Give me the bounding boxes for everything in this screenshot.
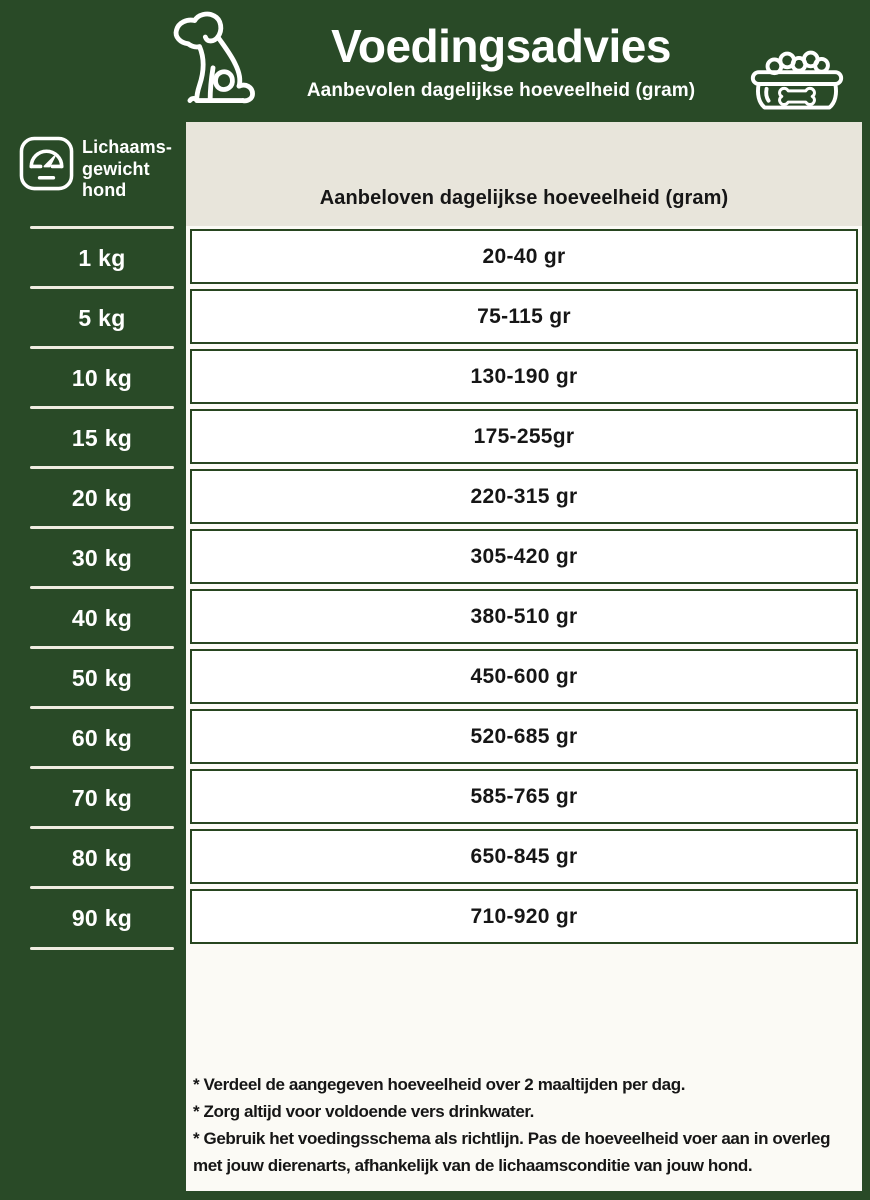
weight-label: 30 kg <box>71 544 133 571</box>
divider-line <box>30 886 174 889</box>
weight-scale-icon <box>19 136 74 191</box>
amount-cell: 20-40 gr <box>190 229 858 284</box>
weight-row <box>30 407 174 467</box>
weight-label: 1 kg <box>78 244 126 271</box>
amount-cell: 220-315 gr <box>190 469 858 524</box>
weight-row <box>30 887 174 947</box>
weight-row <box>30 587 174 647</box>
body-weight-heading <box>82 137 172 202</box>
amount-cell: 650-845 gr <box>190 829 858 884</box>
weight-label: 90 kg <box>71 904 133 931</box>
weight-label: 20 kg <box>71 484 133 511</box>
weight-row <box>30 347 174 407</box>
weight-label: 80 kg <box>71 844 133 871</box>
weight-row <box>30 467 174 527</box>
amount-cell: 305-420 gr <box>190 529 858 584</box>
weight-labels-column <box>30 227 174 950</box>
amount-cell: 130-190 gr <box>190 349 858 404</box>
weight-label: 50 kg <box>71 664 133 691</box>
divider-line <box>30 646 174 649</box>
amount-cell: 175-255gr <box>190 409 858 464</box>
food-bowl-icon <box>743 50 851 116</box>
weight-label: 5 kg <box>78 304 126 331</box>
weight-label: 15 kg <box>71 424 133 451</box>
divider-line <box>30 947 174 950</box>
divider-line <box>30 286 174 289</box>
body-weight-heading-line2: gewicht <box>82 158 150 179</box>
amount-cell: 585-765 gr <box>190 769 858 824</box>
divider-line <box>30 586 174 589</box>
amount-rows <box>186 226 862 944</box>
page-title: Voedingsadvies <box>331 20 671 72</box>
divider-line <box>30 466 174 469</box>
footnote: * Gebruik het voedingsschema als richtlijn. Pas de hoeveelheid voer aan in overleg met jouw dierenarts, afhankelijk van de lichaamsconditie van jouw hond. <box>193 1129 831 1175</box>
weight-row <box>30 827 174 887</box>
divider-line <box>30 766 174 769</box>
body-weight-heading-line3: hond <box>82 180 127 200</box>
weight-row <box>30 527 174 587</box>
table-panel <box>186 122 862 1191</box>
amount-cell: 450-600 gr <box>190 649 858 704</box>
weight-label: 70 kg <box>71 784 133 811</box>
footnote: * Verdeel de aangegeven hoeveelheid over 2 maaltijden per dag. <box>193 1075 686 1094</box>
weight-row <box>30 647 174 707</box>
header <box>240 22 762 102</box>
footnotes <box>193 1071 857 1179</box>
amount-cell: 520-685 gr <box>190 709 858 764</box>
amount-cell: 380-510 gr <box>190 589 858 644</box>
body-weight-heading-line1: Lichaams- <box>82 137 172 157</box>
amount-cell: 710-920 gr <box>190 889 858 944</box>
divider-line <box>30 226 174 229</box>
amount-cell: 75-115 gr <box>190 289 858 344</box>
divider-line <box>30 706 174 709</box>
weight-row <box>30 287 174 347</box>
weight-row <box>30 767 174 827</box>
divider-line <box>30 526 174 529</box>
weight-row <box>30 707 174 767</box>
weight-label: 10 kg <box>71 364 133 391</box>
divider-line <box>30 826 174 829</box>
divider-line <box>30 346 174 349</box>
table-header: Aanbeloven dagelijkse hoeveelheid (gram) <box>186 122 862 226</box>
weight-row <box>30 227 174 287</box>
weight-label: 40 kg <box>71 604 133 631</box>
divider-line <box>30 406 174 409</box>
weight-label: 60 kg <box>71 724 133 751</box>
page-subtitle: Aanbevolen dagelijkse hoeveelheid (gram) <box>306 80 696 102</box>
footnote: * Zorg altijd voor voldoende vers drinkwater. <box>193 1102 534 1121</box>
